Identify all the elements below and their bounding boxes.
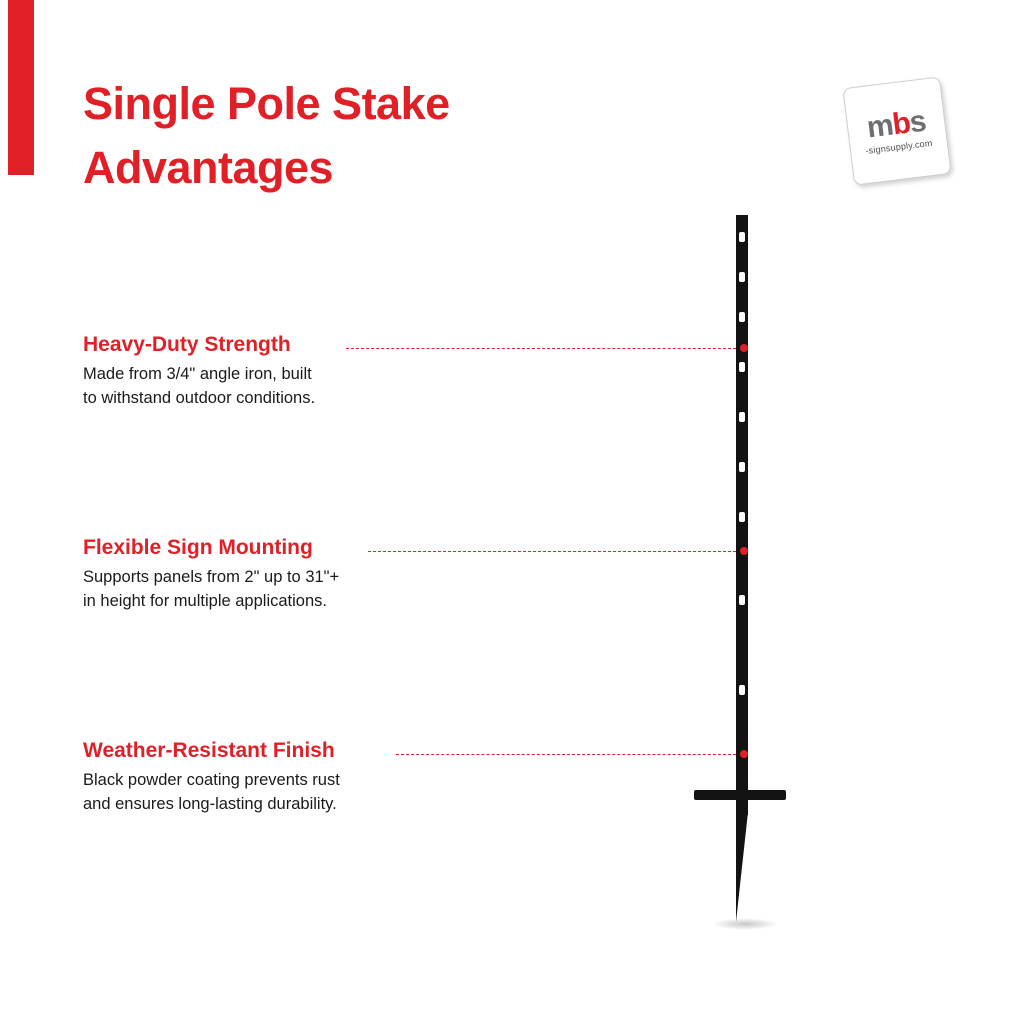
stake-hole xyxy=(739,272,745,282)
feature-description xyxy=(83,566,423,613)
feature-title: Heavy-Duty Strength xyxy=(83,333,291,356)
stake-hole xyxy=(739,512,745,522)
feature-title: Flexible Sign Mounting xyxy=(83,536,313,559)
logo-mark-text: mbs xyxy=(865,104,928,145)
callout-dot xyxy=(740,344,748,352)
page-title xyxy=(83,72,703,200)
stake-foot-plate xyxy=(694,790,786,800)
feature-description xyxy=(83,363,423,410)
stake-pointed-tip xyxy=(736,812,748,922)
stake-hole xyxy=(739,685,745,695)
callout-dot xyxy=(740,547,748,555)
stake-hole xyxy=(739,362,745,372)
stake-hole xyxy=(739,312,745,322)
page-title-line-2: Advantages xyxy=(83,141,334,193)
callout-leader-line xyxy=(396,754,746,755)
accent-bar xyxy=(8,0,34,175)
brand-logo xyxy=(842,76,951,185)
callout-leader-line xyxy=(368,551,746,552)
feature-description-line: and ensures long-lasting durability. xyxy=(83,794,337,813)
stake-hole xyxy=(739,232,745,242)
feature-description-line: Made from 3/4" angle iron, built xyxy=(83,365,312,384)
feature-description-line: to withstand outdoor conditions. xyxy=(83,388,316,407)
feature-block-flexible-sign-mounting xyxy=(83,536,423,613)
stake-ground-shadow xyxy=(712,918,778,930)
feature-description xyxy=(83,769,423,816)
feature-description-line: Black powder coating prevents rust xyxy=(83,771,340,790)
feature-description-line: Supports panels from 2" up to 31"+ xyxy=(83,568,340,587)
logo-mark xyxy=(865,104,928,145)
stake-hole xyxy=(739,595,745,605)
callout-dot xyxy=(740,750,748,758)
feature-block-heavy-duty-strength xyxy=(83,333,423,410)
feature-description-line: in height for multiple applications. xyxy=(83,591,327,610)
feature-block-weather-resistant-finish xyxy=(83,739,423,816)
feature-title: Weather-Resistant Finish xyxy=(83,739,335,762)
callout-leader-line xyxy=(346,348,746,349)
logo-subtitle: -signsupply.com xyxy=(864,137,933,156)
stake-hole xyxy=(739,412,745,422)
stake-hole xyxy=(739,462,745,472)
page-title-line-1: Single Pole Stake xyxy=(83,78,450,129)
